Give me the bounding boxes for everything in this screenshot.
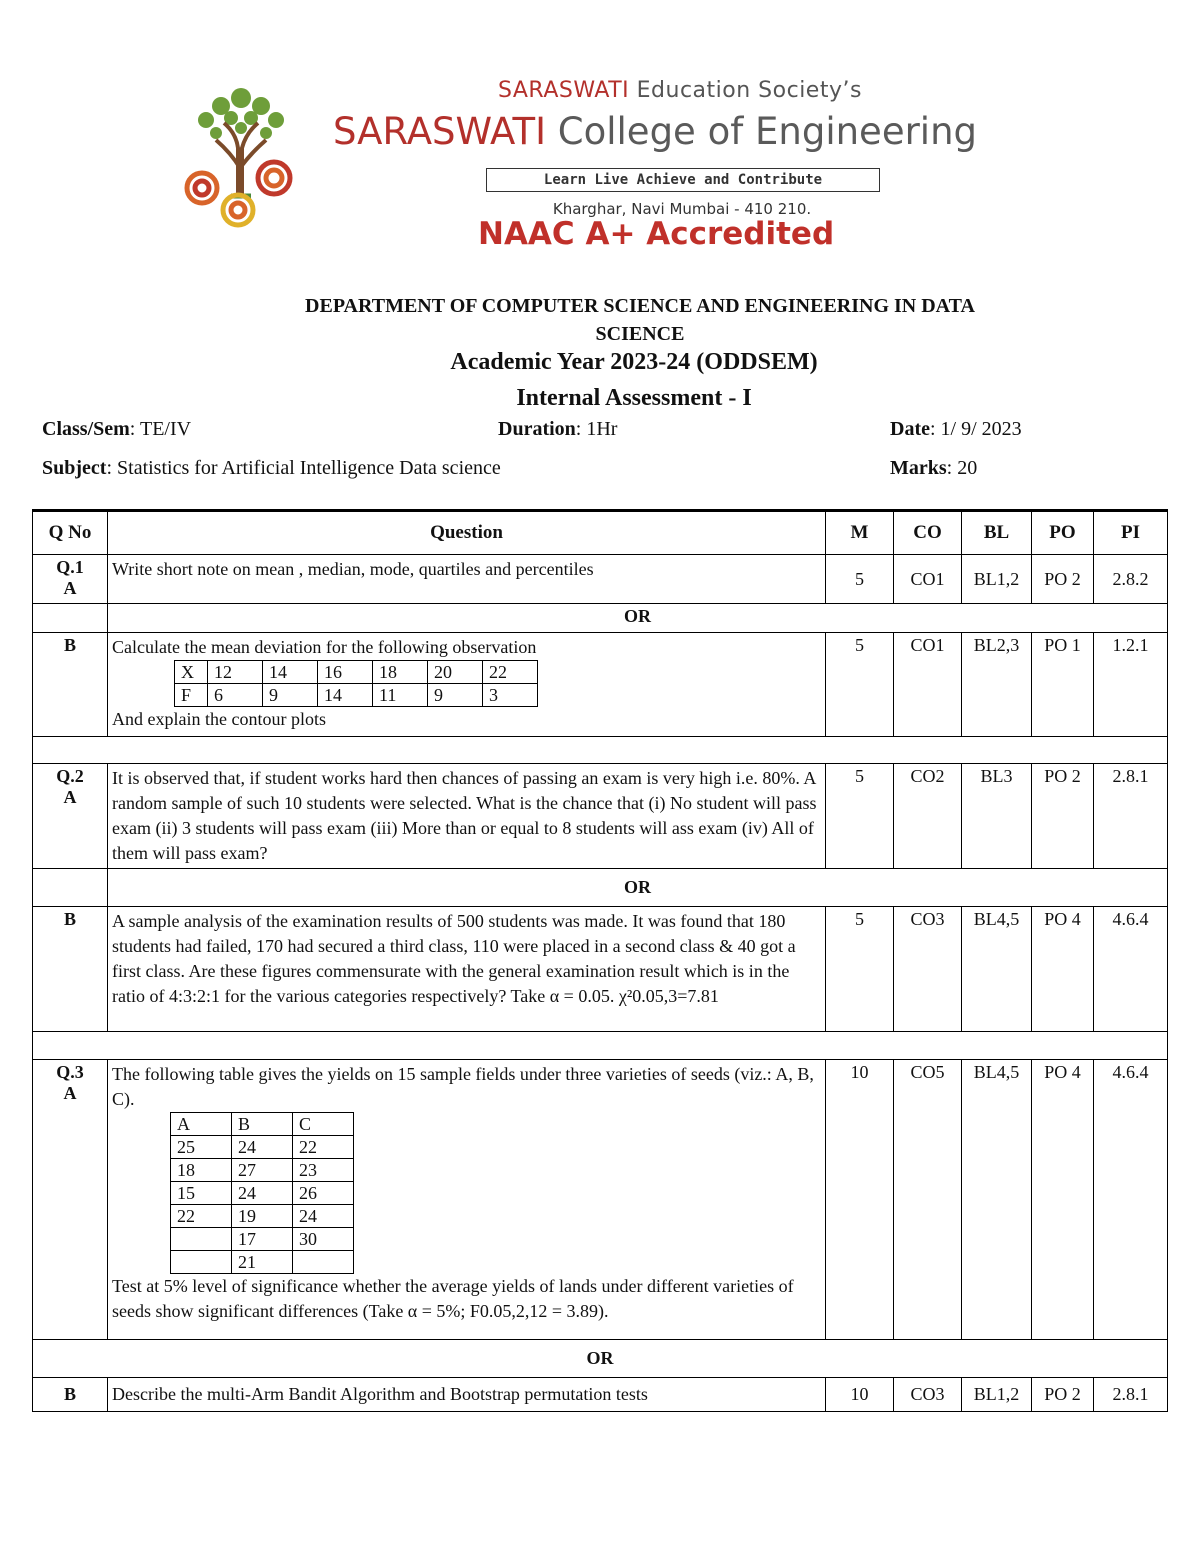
yield-row (171, 1136, 354, 1159)
pi-cell: 4.6.4 (1094, 907, 1168, 1032)
obs-cell: 16 (318, 661, 373, 684)
pi-cell: 4.6.4 (1094, 1060, 1168, 1340)
pi-cell: 1.2.1 (1094, 633, 1168, 737)
yield-row (171, 1159, 354, 1182)
table-header-row (33, 511, 1168, 555)
po-cell: PO 2 (1032, 1378, 1094, 1412)
qno-cell: B (33, 907, 108, 1032)
marks-cell: 10 (826, 1060, 894, 1340)
pi-cell: 2.8.2 (1094, 555, 1168, 604)
header-m: M (826, 511, 894, 555)
table-row-q3b (33, 1378, 1168, 1412)
class-sem: Class/Sem: TE/IV (42, 418, 192, 440)
question-text: Describe the multi-Arm Bandit Algorithm and Bootstrap permutation tests (108, 1378, 826, 1412)
header-po: PO (1032, 511, 1094, 555)
qno-cell: Q.1 A (33, 555, 108, 604)
marks-cell: 5 (826, 555, 894, 604)
yield-cell: 19 (232, 1205, 293, 1228)
qno-cell: B (33, 1378, 108, 1412)
yield-cell: 23 (293, 1159, 354, 1182)
table-row-q3a (33, 1060, 1168, 1340)
society-name: SARASWATI Education Society’s (498, 78, 862, 103)
header-qno: Q No (33, 511, 108, 555)
observation-table (174, 660, 538, 707)
or-row (33, 1340, 1168, 1378)
yield-cell: 24 (232, 1136, 293, 1159)
yield-cell (171, 1251, 232, 1274)
yield-cell: A (171, 1113, 232, 1136)
table-row-q1a (33, 555, 1168, 604)
obs-cell: 9 (428, 684, 483, 707)
bl-cell: BL4,5 (962, 907, 1032, 1032)
college-motto: Learn Live Achieve and Contribute (486, 168, 880, 192)
question-line: And explain the contour plots (112, 709, 326, 729)
po-cell: PO 4 (1032, 907, 1094, 1032)
co-cell: CO1 (894, 633, 962, 737)
co-cell: CO3 (894, 1378, 962, 1412)
obs-cell: 12 (208, 661, 263, 684)
yield-row (171, 1251, 354, 1274)
header-co: CO (894, 511, 962, 555)
po-cell: PO 4 (1032, 1060, 1094, 1340)
obs-cell: X (175, 661, 208, 684)
header-pi: PI (1094, 511, 1168, 555)
question-line: Calculate the mean deviation for the following observation (112, 637, 537, 657)
yield-cell: 21 (232, 1251, 293, 1274)
spacer-row (33, 737, 1168, 764)
obs-cell: 14 (263, 661, 318, 684)
qno-cell: Q.2 A (33, 764, 108, 869)
co-cell: CO2 (894, 764, 962, 869)
department-title: DEPARTMENT OF COMPUTER SCIENCE AND ENGINEERING IN DATA SCIENCE (305, 295, 975, 345)
bl-cell: BL4,5 (962, 1060, 1032, 1340)
obs-cell: 9 (263, 684, 318, 707)
obs-cell: 18 (373, 661, 428, 684)
marks-cell: 5 (826, 907, 894, 1032)
yield-cell: 17 (232, 1228, 293, 1251)
question-table (32, 509, 1168, 1412)
qno-cell: Q.3 A (33, 1060, 108, 1340)
question-line: The following table gives the yields on 15 sample fields under three varieties of seeds (viz.: A, B, C). (112, 1064, 814, 1109)
yield-cell: C (293, 1113, 354, 1136)
po-cell: PO 2 (1032, 555, 1094, 604)
academic-year: Academic Year 2023-24 (ODDSEM) (450, 349, 818, 375)
college-logo (176, 78, 306, 228)
accreditation-badge: NAAC A+ Accredited (478, 216, 835, 252)
marks-cell: 5 (826, 764, 894, 869)
x-row (175, 661, 538, 684)
yield-cell: 22 (171, 1205, 232, 1228)
table-row-q2a (33, 764, 1168, 869)
subject: Subject: Statistics for Artificial Intelligence Data science (42, 457, 501, 479)
bl-cell: BL2,3 (962, 633, 1032, 737)
yield-row (171, 1182, 354, 1205)
po-cell: PO 1 (1032, 633, 1094, 737)
yield-row (171, 1113, 354, 1136)
yield-cell (293, 1251, 354, 1274)
marks-cell: 10 (826, 1378, 894, 1412)
yield-cell: B (232, 1113, 293, 1136)
yield-cell: 26 (293, 1182, 354, 1205)
or-label: OR (108, 604, 1168, 633)
exam-date: Date: 1/ 9/ 2023 (890, 418, 1022, 440)
yield-cell: 18 (171, 1159, 232, 1182)
table-row-q2b (33, 907, 1168, 1032)
qno-cell: B (33, 633, 108, 737)
yield-row (171, 1228, 354, 1251)
or-row (33, 604, 1168, 633)
obs-cell: 3 (483, 684, 538, 707)
co-cell: CO5 (894, 1060, 962, 1340)
header-question: Question (108, 511, 826, 555)
or-label: OR (108, 869, 1168, 907)
question-text: It is observed that, if student works hard then chances of passing an exam is very high i.e. 80%. A random sample of such 10 students were selected. What is the chance that (i) No student will pass exam (ii) 3 students will pass exam (iii) More than or equal to 8 students will ass exam (iv) All of them will pass exam? (108, 764, 826, 869)
obs-cell: 14 (318, 684, 373, 707)
yield-cell: 22 (293, 1136, 354, 1159)
question-line: Test at 5% level of significance whether the average yields of lands under different varieties of seeds show significant differences (Take α = 5%; F0.05,2,12 = 3.89). (112, 1276, 794, 1321)
header-bl: BL (962, 511, 1032, 555)
obs-cell: 22 (483, 661, 538, 684)
f-row (175, 684, 538, 707)
question-text: Write short note on mean , median, mode, quartiles and percentiles (108, 555, 826, 604)
obs-cell: 6 (208, 684, 263, 707)
marks: Marks: 20 (890, 457, 978, 479)
assessment-title: Internal Assessment - I (516, 385, 752, 411)
co-cell: CO3 (894, 907, 962, 1032)
bl-cell: BL3 (962, 764, 1032, 869)
marks-cell: 5 (826, 633, 894, 737)
spacer-row (33, 1032, 1168, 1060)
bl-cell: BL1,2 (962, 1378, 1032, 1412)
yield-cell: 15 (171, 1182, 232, 1205)
yield-cell (171, 1228, 232, 1251)
yield-cell: 24 (232, 1182, 293, 1205)
obs-cell: 20 (428, 661, 483, 684)
yield-cell: 25 (171, 1136, 232, 1159)
yield-cell: 30 (293, 1228, 354, 1251)
college-address: Kharghar, Navi Mumbai - 410 210. (552, 200, 812, 218)
question-text (108, 1060, 826, 1340)
po-cell: PO 2 (1032, 764, 1094, 869)
college-name: SARASWATI College of Engineering (333, 110, 978, 153)
yield-cell: 27 (232, 1159, 293, 1182)
yield-table (170, 1112, 354, 1274)
pi-cell: 2.8.1 (1094, 764, 1168, 869)
duration: Duration: 1Hr (498, 418, 618, 440)
yield-cell: 24 (293, 1205, 354, 1228)
obs-cell: F (175, 684, 208, 707)
table-row-q1b (33, 633, 1168, 737)
or-row (33, 869, 1168, 907)
bl-cell: BL1,2 (962, 555, 1032, 604)
or-label: OR (33, 1340, 1168, 1378)
obs-cell: 11 (373, 684, 428, 707)
co-cell: CO1 (894, 555, 962, 604)
yield-row (171, 1205, 354, 1228)
pi-cell: 2.8.1 (1094, 1378, 1168, 1412)
question-text (108, 633, 826, 737)
question-text: A sample analysis of the examination results of 500 students was made. It was found that 180 students had failed, 170 had secured a third class, 110 were placed in a second class & 40 got a first class. Are these figures commensurate with the general examination result which is in the ratio of 4:3:2:1 for the various categories respectively? Take α = 0.05. χ²0.05,3=7.81 (108, 907, 826, 1032)
